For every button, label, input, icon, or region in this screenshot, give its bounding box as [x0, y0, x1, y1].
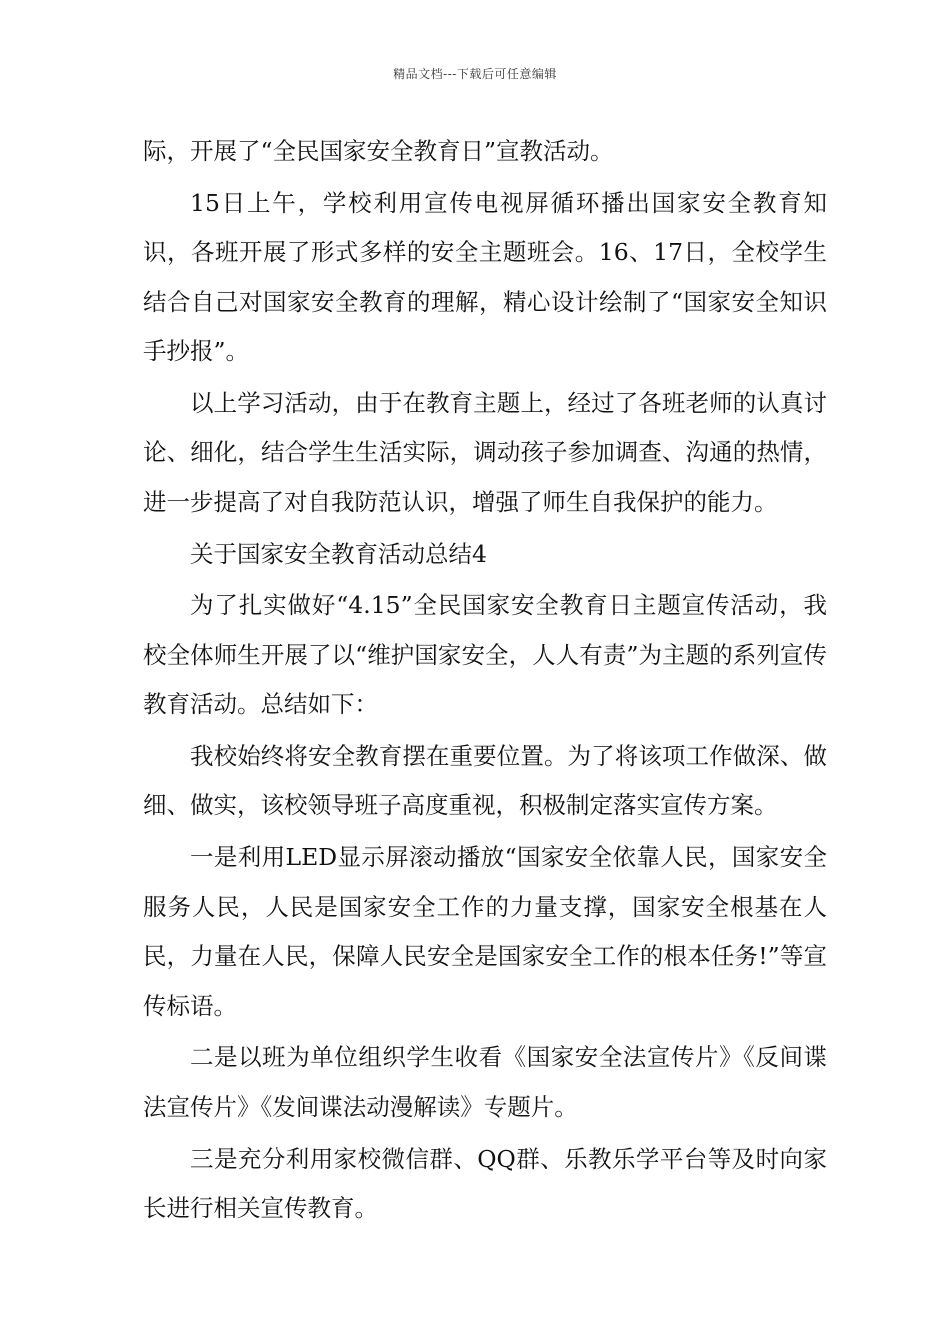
paragraph-9: 三是充分利用家校微信群、QQ群、乐教乐学平台等及时向家长进行相关宣传教育。 [143, 1144, 827, 1222]
paragraph-3: 以上学习活动，由于在教育主题上，经过了各班老师的认真讨论、细化，结合学生生活实际，调动孩子参加调查、沟通的热情，进一步提高了对自我防范认识，增强了师生自我保护的能力。 [143, 388, 827, 516]
section-heading: 关于国家安全教育活动总结4 [190, 539, 487, 568]
paragraph-1: 际，开展了“全民国家安全教育日”宣教活动。 [143, 137, 614, 165]
document-body [143, 127, 827, 1236]
paragraph-6: 我校始终将安全教育摆在重要位置。为了将该项工作做深、做细、做实，该校领导班子高度重视，积极制定落实宣传方案。 [143, 741, 827, 820]
paragraph-7: 一是利用LED显示屏滚动播放“国家安全依靠人民，国家安全服务人民，人民是国家安全工作的力量支撑，国家安全根基在人民，力量在人民，保障人民安全是国家安全工作的根本任务!”等宣传标语。 [143, 843, 827, 1020]
page-header: 精品文档---下载后可任意编辑 [393, 67, 557, 81]
paragraph-2: 15日上午，学校利用宣传电视屏循环播出国家安全教育知识，各班开展了形式多样的安全主题班会。16、17日，全校学生结合自己对国家安全教育的理解，精心设计绘制了“国家安全知识手抄报”。 [143, 188, 827, 366]
paragraph-8: 二是以班为单位组织学生收看《国家安全法宣传片》《反间谍法宣传片》《发间谍法动漫解读》专题片。 [143, 1043, 827, 1121]
paragraph-5: 为了扎实做好“4.15”全民国家安全教育日主题宣传活动，我校全体师生开展了以“维护国家安全，人人有责”为主题的系列宣传教育活动。总结如下： [143, 591, 827, 719]
